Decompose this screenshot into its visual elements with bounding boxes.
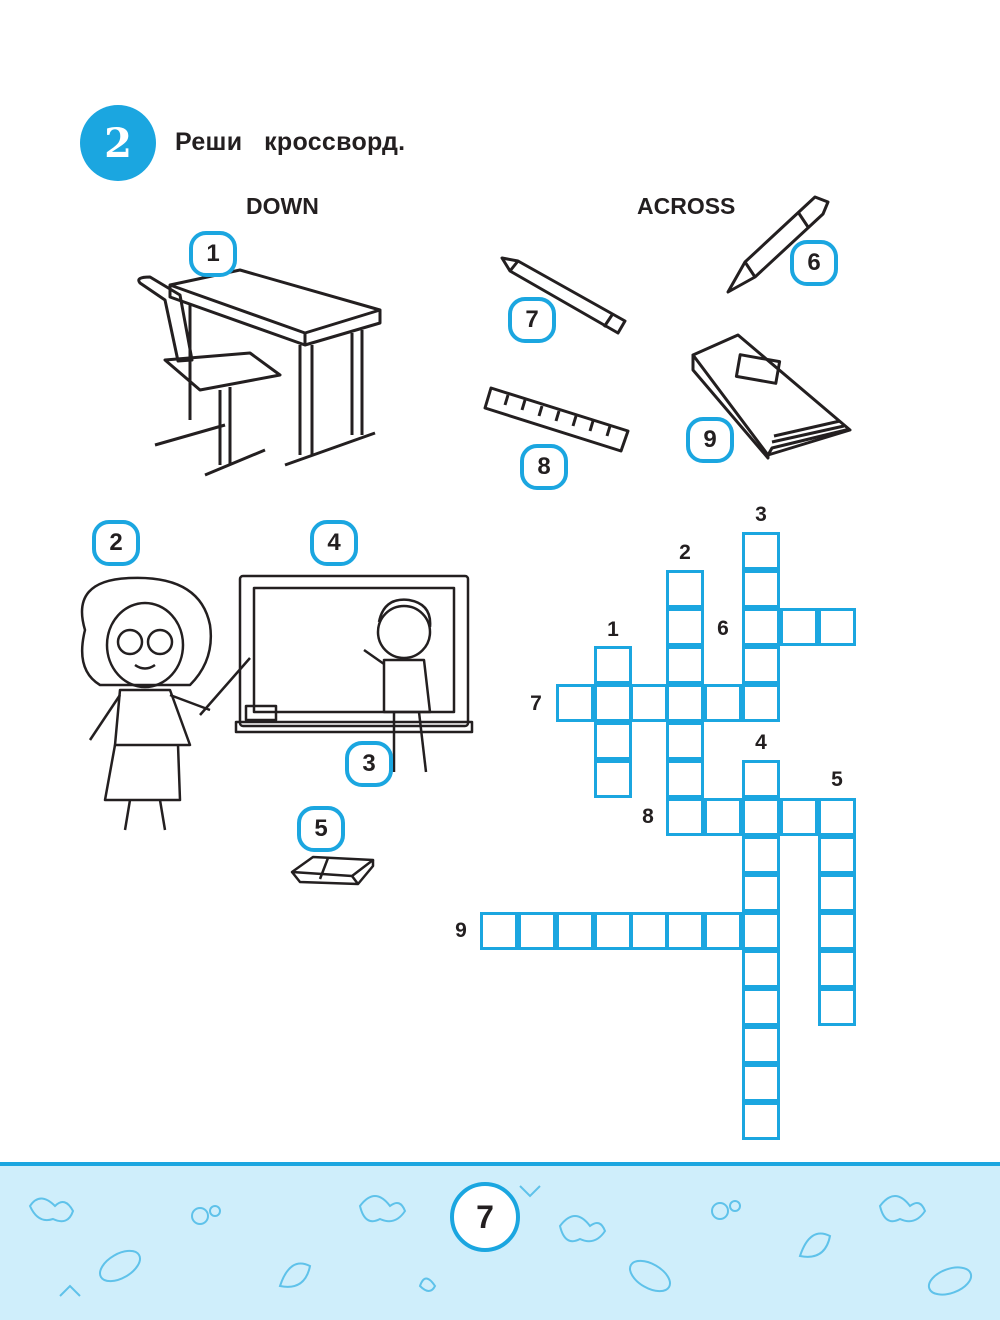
picture-label-2: 2 xyxy=(92,520,140,566)
crossword-cell[interactable] xyxy=(518,912,556,950)
crossword-cell[interactable] xyxy=(594,760,632,798)
page-number: 7 xyxy=(476,1198,494,1235)
crossword-cell[interactable] xyxy=(704,684,742,722)
crossword-cell[interactable] xyxy=(666,646,704,684)
picture-label-9: 9 xyxy=(686,417,734,463)
crossword-cell[interactable] xyxy=(666,912,704,950)
picture-label-7: 7 xyxy=(508,297,556,343)
crossword-cell[interactable] xyxy=(742,1102,780,1140)
crossword-cell[interactable] xyxy=(742,684,780,722)
crossword-cell[interactable] xyxy=(594,646,632,684)
crossword-cell[interactable] xyxy=(742,532,780,570)
crossword-cell[interactable] xyxy=(666,684,704,722)
crossword-cell[interactable] xyxy=(480,912,518,950)
clue-number-8: 8 xyxy=(642,805,654,828)
clue-number-1: 1 xyxy=(607,618,619,641)
picture-label-8: 8 xyxy=(520,444,568,490)
crossword-cell[interactable] xyxy=(742,950,780,988)
down-heading: DOWN xyxy=(246,193,319,219)
crossword-cell[interactable] xyxy=(742,988,780,1026)
crossword-cell[interactable] xyxy=(742,1026,780,1064)
crossword-cell[interactable] xyxy=(742,760,780,798)
task-instruction: Реши кроссворд. xyxy=(175,128,406,156)
crossword-cell[interactable] xyxy=(780,608,818,646)
crossword-cell[interactable] xyxy=(818,950,856,988)
crossword-cell[interactable] xyxy=(630,684,668,722)
crossword-cell[interactable] xyxy=(594,684,632,722)
crossword-cell[interactable] xyxy=(666,798,704,836)
crossword-cell[interactable] xyxy=(818,836,856,874)
clue-number-6: 6 xyxy=(717,617,729,640)
crossword-cell[interactable] xyxy=(742,836,780,874)
page-number-badge xyxy=(450,1182,520,1252)
clue-number-5: 5 xyxy=(831,768,843,791)
crossword-cell[interactable] xyxy=(666,760,704,798)
picture-label-5: 5 xyxy=(297,806,345,852)
across-heading: ACROSS xyxy=(637,193,736,219)
crossword-cell[interactable] xyxy=(818,912,856,950)
crossword-cell[interactable] xyxy=(594,722,632,760)
crossword-cell[interactable] xyxy=(556,912,594,950)
crossword-cell[interactable] xyxy=(818,798,856,836)
task-number: 2 xyxy=(104,119,132,167)
crossword-cell[interactable] xyxy=(742,570,780,608)
picture-label-1: 1 xyxy=(189,231,237,277)
crossword-cell[interactable] xyxy=(780,798,818,836)
crossword-cell[interactable] xyxy=(742,646,780,684)
crossword-cell[interactable] xyxy=(704,798,742,836)
crossword-cell[interactable] xyxy=(630,912,668,950)
clue-number-7: 7 xyxy=(530,692,542,715)
clue-number-2: 2 xyxy=(679,541,691,564)
crossword-cell[interactable] xyxy=(818,874,856,912)
crossword-cell[interactable] xyxy=(742,798,780,836)
crossword-cell[interactable] xyxy=(666,608,704,646)
clue-number-4: 4 xyxy=(755,731,767,754)
clue-number-3: 3 xyxy=(755,503,767,526)
crossword-cell[interactable] xyxy=(556,684,594,722)
crossword-cell[interactable] xyxy=(594,912,632,950)
clue-number-9: 9 xyxy=(455,919,467,942)
crossword-cell[interactable] xyxy=(704,912,742,950)
crossword-cell[interactable] xyxy=(818,988,856,1026)
picture-label-6: 6 xyxy=(790,240,838,286)
picture-label-4: 4 xyxy=(310,520,358,566)
crossword-cell[interactable] xyxy=(742,608,780,646)
crossword-cell[interactable] xyxy=(666,722,704,760)
crossword-cell[interactable] xyxy=(742,912,780,950)
crossword-cell[interactable] xyxy=(742,1064,780,1102)
crossword-cell[interactable] xyxy=(818,608,856,646)
crossword-cell[interactable] xyxy=(666,570,704,608)
crossword-cell[interactable] xyxy=(742,874,780,912)
picture-label-3: 3 xyxy=(345,741,393,787)
